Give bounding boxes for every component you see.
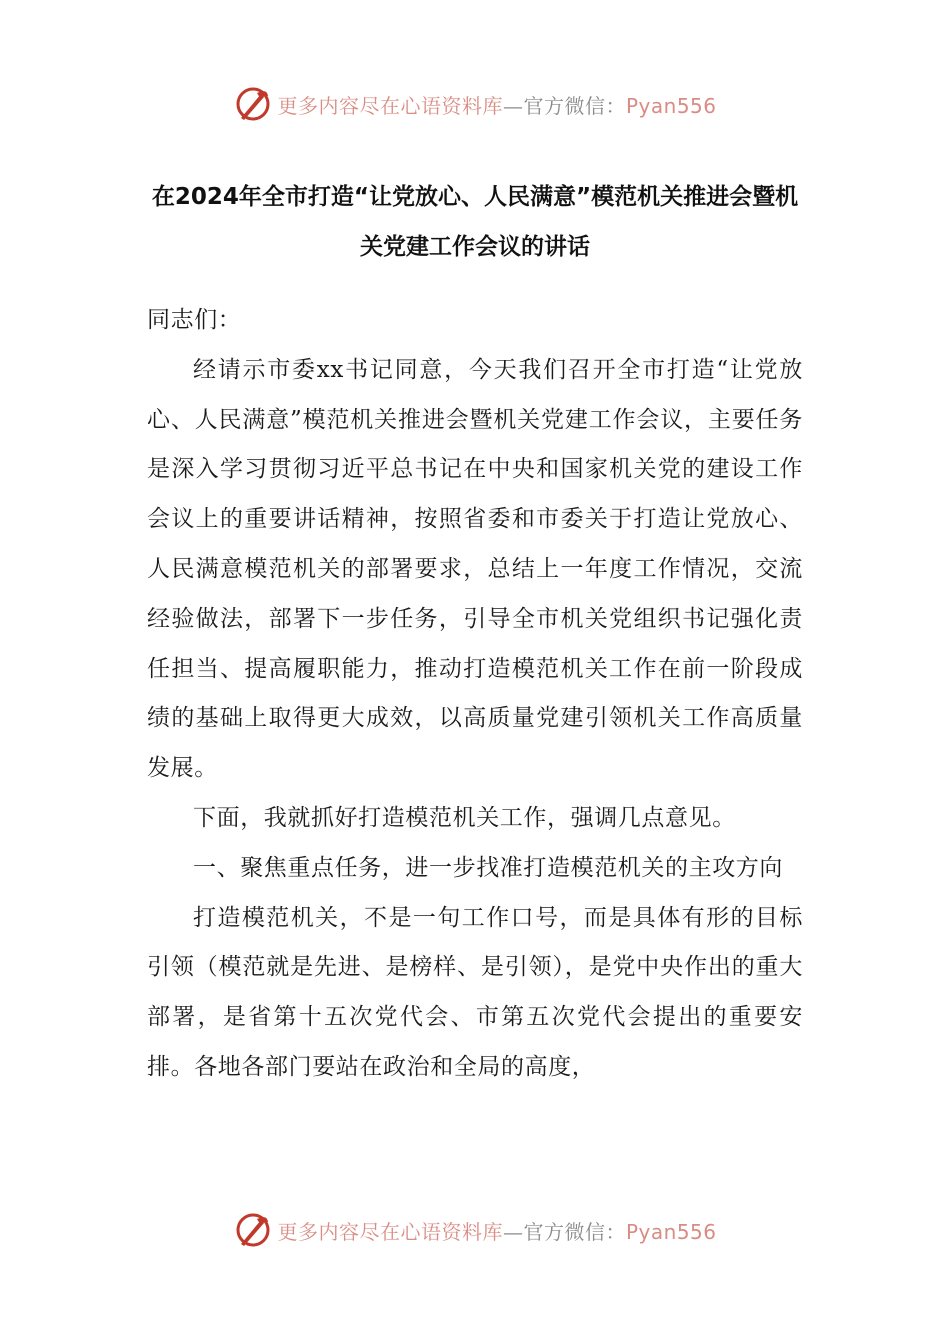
- quill-logo-icon: [233, 84, 273, 124]
- watermark-text: [277, 1216, 716, 1245]
- paragraph-transition: 下面，我就抓好打造模范机关工作，强调几点意见。: [193, 804, 736, 831]
- document-body: [147, 296, 803, 1093]
- paragraph-section-1: 打造模范机关，不是一句工作口号，而是具体有形的目标引领（模范就是先进、是榜样、是引领），是党中央作出的重大部署，是省第十五次党代会、市第五次党代会提出的重要安排。各地各部门要站在政治和全局的高度，: [147, 904, 803, 1080]
- paragraph-intro: 经请示市委xx书记同意，今天我们召开全市打造“让党放心、人民满意”模范机关推进会暨机关党建工作会议，主要任务是深入学习贯彻习近平总书记在中央和国家机关党的建设工作会议上的重要讲话精神，按照省委和市委关于打造让党放心、人民满意模范机关的部署要求，总结上一年度工作情况，交流经验做法，部署下一步任务，引导全市机关党组织书记强化责任担当、提高履职能力，推动打造模范机关工作在前一阶段成绩的基础上取得更大成效，以高质量党建引领机关工作高质量发展。: [147, 356, 803, 782]
- watermark-site: 更多内容尽在心语资料库: [277, 93, 503, 118]
- quill-logo-icon: [233, 1210, 273, 1250]
- watermark-separator: —: [502, 93, 524, 118]
- watermark-separator: —: [502, 1219, 524, 1244]
- header-watermark: [0, 82, 950, 126]
- footer-watermark: [0, 1208, 950, 1252]
- watermark-id: Pyan556: [625, 1219, 717, 1244]
- salutation: 同志们：: [147, 307, 242, 333]
- watermark-label: 官方微信：: [523, 1219, 626, 1244]
- watermark-site: 更多内容尽在心语资料库: [277, 1219, 503, 1244]
- watermark-text: [277, 90, 716, 119]
- document-title: 在2024年全市打造“让党放心、人民满意”模范机关推进会暨机关党建工作会议的讲话: [151, 184, 799, 260]
- watermark-id: Pyan556: [625, 93, 717, 118]
- section-heading-1: 一、聚焦重点任务，进一步找准打造模范机关的主攻方向: [193, 854, 783, 881]
- watermark-label: 官方微信：: [523, 93, 626, 118]
